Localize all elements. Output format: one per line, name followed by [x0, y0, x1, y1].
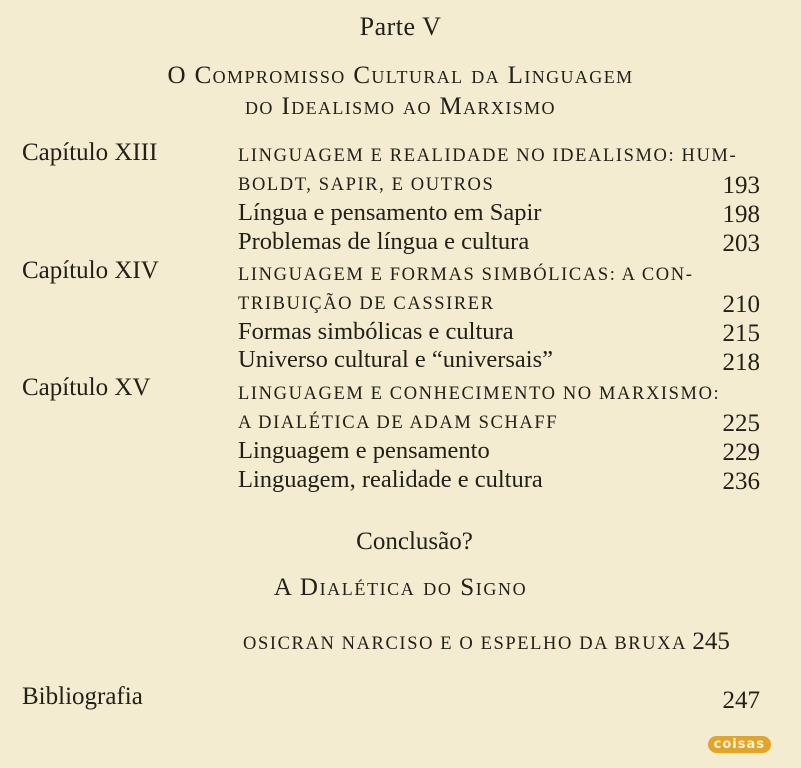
conclusion-entry [243, 628, 730, 656]
part-label: Parte V [359, 12, 442, 41]
chapter-label: Capítulo XV [22, 374, 151, 401]
part-title-line-2: do Idealismo ao Marxismo [245, 93, 556, 120]
section-title: Formas simbólicas e cultura [238, 318, 514, 345]
page-number: 210 [722, 291, 760, 318]
section-title: Língua e pensamento em Sapir [238, 199, 542, 226]
section-title: Problemas de língua e cultura [238, 228, 530, 255]
chapter-heading-line: BOLDT, SAPIR, E OUTROS [238, 175, 495, 195]
page-number: 203 [722, 230, 760, 257]
page-number: 198 [722, 201, 760, 228]
chapter-heading-line: LINGUAGEM E REALIDADE NO IDEALISMO: HUM- [238, 146, 738, 166]
conclusion-label: Conclusão? [356, 528, 473, 555]
page-number: 225 [722, 410, 760, 437]
chapter-heading-line: TRIBUIÇÃO DE CASSIRER [238, 294, 495, 314]
page-number: 236 [722, 468, 760, 495]
page-number: 245 [692, 628, 730, 655]
conclusion-title: A Dialética do Signo [273, 574, 528, 601]
section-title: Linguagem e pensamento [238, 437, 490, 464]
chapter-label: Capítulo XIII [22, 139, 158, 166]
page-number: 229 [722, 439, 760, 466]
chapter-heading-line: LINGUAGEM E CONHECIMENTO NO MARXISMO: [238, 384, 721, 404]
chapter-heading-line: LINGUAGEM E FORMAS SIMBÓLICAS: A CON- [238, 265, 694, 285]
watermark-logo: coisas [708, 736, 771, 753]
page-number: 247 [722, 687, 760, 714]
part-title-line-1: O Compromisso Cultural da Linguagem [167, 62, 634, 89]
section-title: Universo cultural e “universais” [238, 346, 553, 373]
page-number: 193 [722, 172, 760, 199]
conclusion-entry-title: OSICRAN NARCISO E O ESPELHO DA BRUXA [243, 634, 687, 654]
chapter-label: Capítulo XIV [22, 257, 159, 284]
page-number: 215 [722, 320, 760, 347]
bibliography-label: Bibliografia [22, 683, 143, 710]
chapter-heading-line: A DIALÉTICA DE ADAM SCHAFF [238, 413, 559, 433]
page-number: 218 [722, 349, 760, 376]
section-title: Linguagem, realidade e cultura [238, 466, 543, 493]
